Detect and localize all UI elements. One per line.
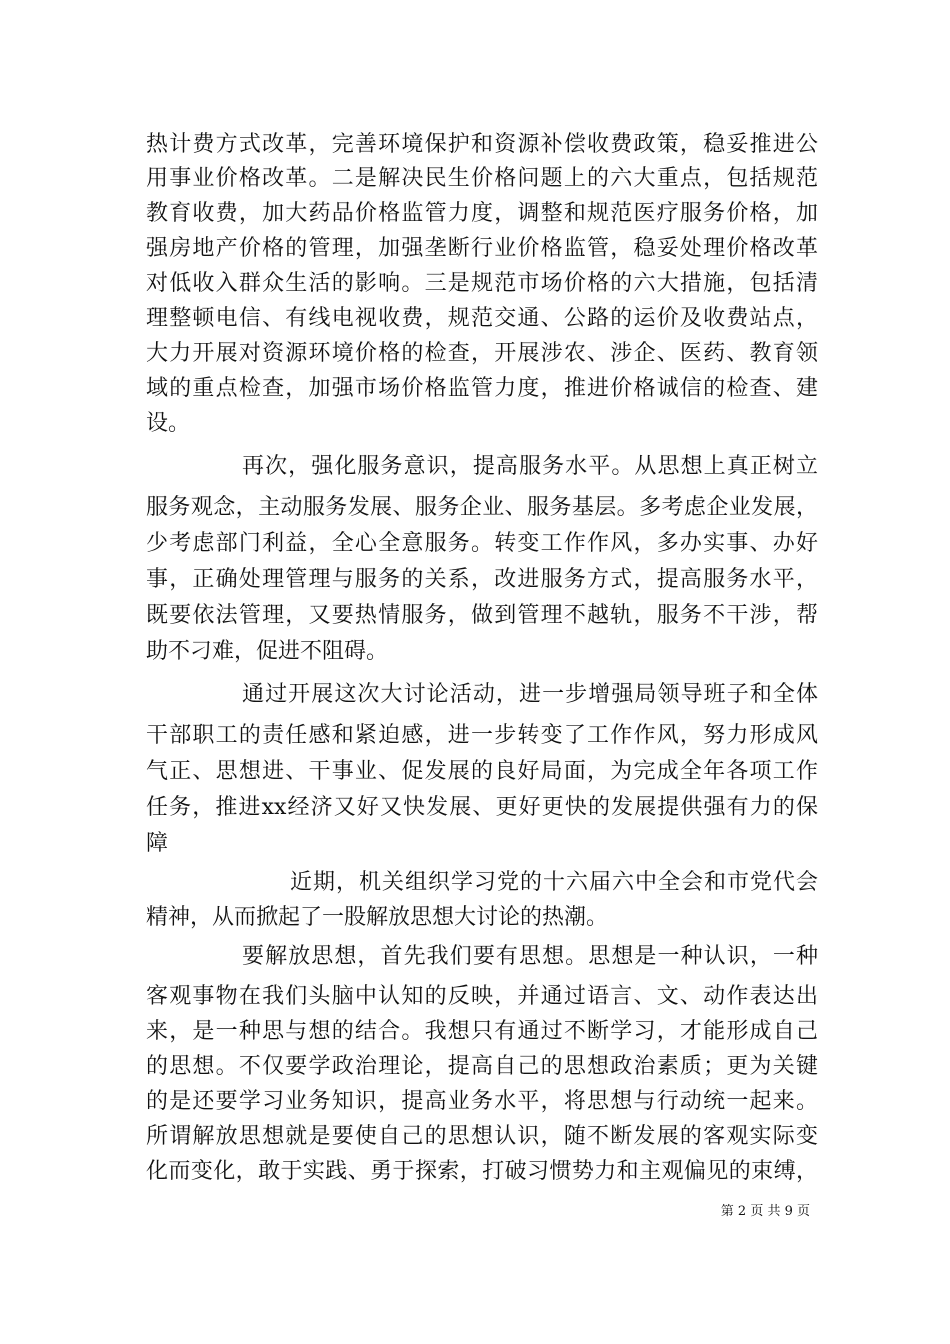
body-line-9: 设。: [146, 411, 191, 436]
body-line-19: 任务，推进xx经济又好又快发展、更好更快的发展提供强有力的保: [146, 795, 818, 820]
body-line-22: 精神，从而掀起了一股解放思想大讨论的热潮。: [146, 905, 609, 930]
body-line-26: 的思想。不仅要学政治理论，提高自己的思想政治素质；更为关键: [146, 1054, 818, 1079]
body-line-1: 热计费方式改革，完善环境保护和资源补偿收费政策，稳妥推进公: [146, 132, 818, 157]
body-line-10: 再次，强化服务意识，提高服务水平。从思想上真正树立: [242, 454, 818, 479]
page-number-footer: 第 2 页 共 9 页: [720, 1204, 810, 1219]
body-line-2: 用事业价格改革。二是解决民生价格问题上的六大重点，包括规范: [146, 166, 818, 191]
body-line-25: 来，是一种思与想的结合。我想只有通过不断学习，才能形成自己: [146, 1019, 818, 1044]
body-line-4: 强房地产价格的管理，加强垄断行业价格监管，稳妥处理价格改革: [146, 236, 818, 261]
body-line-8: 域的重点检查，加强市场价格监管力度，推进价格诚信的检查、建: [146, 376, 818, 401]
body-line-17: 干部职工的责任感和紧迫感，进一步转变了工作作风，努力形成风: [146, 723, 818, 748]
body-line-14: 既要依法管理，又要热情服务，做到管理不越轨，服务不干涉，帮: [146, 603, 818, 628]
body-line-29: 化而变化，敢于实践、勇于探索，打破习惯势力和主观偏见的束缚，: [146, 1159, 818, 1184]
body-line-12: 少考虑部门利益，全心全意服务。转变工作作风，多办实事、办好: [146, 531, 818, 556]
body-line-28: 所谓解放思想就是要使自己的思想认识，随不断发展的客观实际变: [146, 1124, 818, 1149]
body-line-3: 教育收费，加大药品价格监管力度，调整和规范医疗服务价格，加: [146, 201, 818, 226]
body-line-24: 客观事物在我们头脑中认知的反映，并通过语言、文、动作表达出: [146, 984, 818, 1009]
body-line-11: 服务观念，主动服务发展、服务企业、服务基层。多考虑企业发展，: [146, 495, 818, 520]
body-line-27: 的是还要学习业务知识，提高业务水平，将思想与行动统一起来。: [146, 1089, 818, 1114]
body-line-20: 障: [146, 831, 169, 856]
body-line-13: 事，正确处理管理与服务的关系，改进服务方式，提高服务水平，: [146, 567, 818, 592]
body-line-6: 理整顿电信、有线电视收费，规范交通、公路的运价及收费站点，: [146, 306, 818, 331]
body-line-5: 对低收入群众生活的影响。三是规范市场价格的六大措施，包括清: [146, 271, 818, 296]
body-line-7: 大力开展对资源环境价格的检查，开展涉农、涉企、医药、教育领: [146, 341, 818, 366]
body-line-23: 要解放思想，首先我们要有思想。思想是一种认识，一种: [242, 944, 818, 969]
body-line-21: 近期，机关组织学习党的十六届六中全会和市党代会: [290, 870, 818, 895]
body-line-18: 气正、思想进、干事业、促发展的良好局面，为完成全年各项工作: [146, 759, 818, 784]
body-line-16: 通过开展这次大讨论活动，进一步增强局领导班子和全体: [242, 682, 818, 707]
body-line-15: 助不刁难，促进不阻碍。: [146, 639, 389, 664]
